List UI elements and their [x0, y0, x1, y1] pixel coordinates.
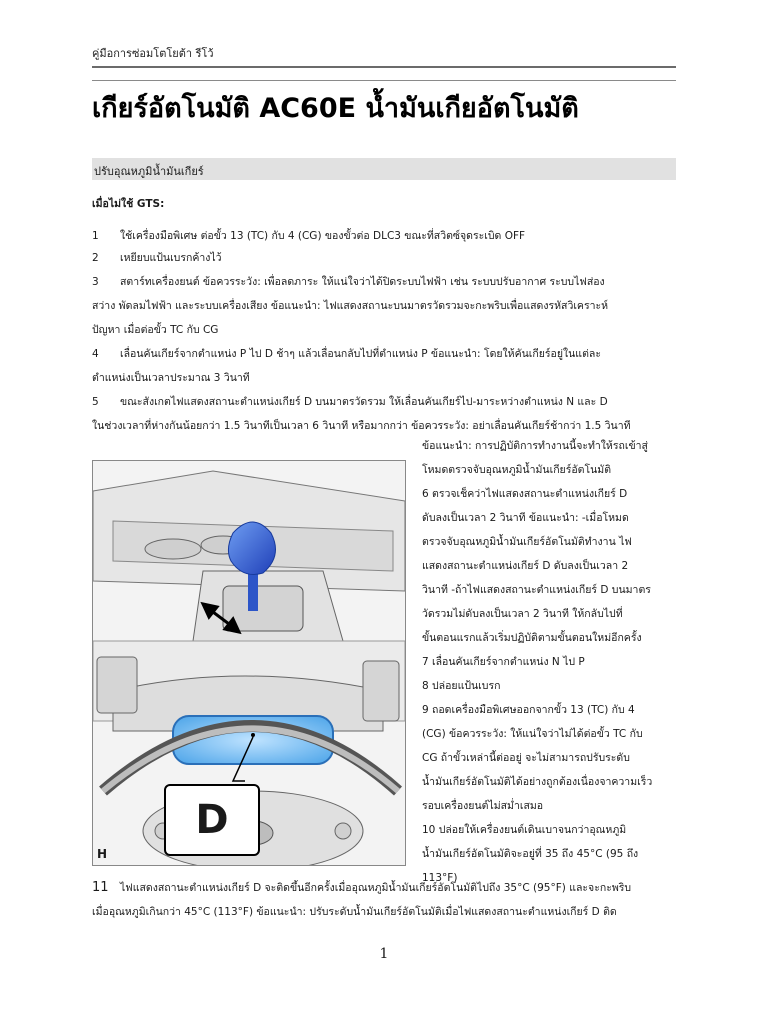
right-line: แสดงสถานะตำแหน่งเกียร์ D ดับลงเป็นเวลา 2	[422, 560, 629, 572]
figure-id-letter: H	[97, 847, 108, 861]
page-number: 1	[379, 946, 389, 962]
section-heading-bar	[92, 158, 676, 180]
right-line: 8 ปล่อยแป้นเบรก	[422, 680, 501, 692]
right-line: (CG) ข้อควรระวัง: ให้แน่ใจว่าไม่ได้ต่อขั้ว TC กับ	[422, 728, 643, 740]
step-3: 3 สตาร์ทเครื่องยนต์ ข้อควรระวัง: เพื่อลดภาระ ให้แน่ใจว่าได้ปิดระบบไฟฟ้า เช่น ระบบปรับอากาศ ระบบไฟส่อง	[92, 276, 605, 288]
step-11-line-2: เมื่ออุณหภูมิเกินกว่า 45°C (113°F) ข้อแนะนำ: ปรับระดับน้ำมันเกียร์อัตโนมัติเมื่อไฟแสดงสถานะตำแหน่งเกียร์ D ติด	[92, 906, 617, 918]
right-line: 7 เลื่อนคันเกียร์จากตำแหน่ง N ไป P	[422, 656, 585, 668]
right-line: วินาที -ถ้าไฟแสดงสถานะตำแหน่งเกียร์ D บนมาตร	[422, 584, 651, 596]
step-11: 11 ไฟแสดงสถานะตำแหน่งเกียร์ D จะติดขึ้นอีกครั้งเมื่ออุณหภูมิน้ำมันเกียร์อัตโนมัติไปถึง 35°C (95°F) และจะกะพริบ	[92, 880, 632, 895]
right-line: ข้อแนะนำ: การปฏิบัติการทำงานนี้จะทำให้รถเข้าสู่	[422, 440, 648, 452]
right-line: ขั้นตอนแรกแล้วเริ่มปฏิบัติตามขั้นตอนใหม่อีกครั้ง	[422, 632, 642, 644]
step-4-line-2: ตำแหน่งเป็นเวลาประมาณ 3 วินาที	[92, 372, 250, 384]
step-4: 4 เลื่อนคันเกียร์จากตำแหน่ง P ไป D ช้าๆ แล้วเลื่อนกลับไปที่ตำแหน่ง P ข้อแนะนำ: โดยให้คันเกียร์อยู่ในแต่ละ	[92, 348, 601, 360]
page-title: เกียร์อัตโนมัติ AC60E น้ำมันเกียอัตโนมัติ	[92, 93, 579, 124]
right-line: ตรวจจับอุณหภูมิน้ำมันเกียร์อัตโนมัติทำงาน ไฟ	[422, 536, 632, 548]
right-line: 9 ถอดเครื่องมือพิเศษออกจากขั้ว 13 (TC) กับ 4	[422, 704, 635, 716]
section-heading: ปรับอุณหภูมิน้ำมันเกียร์	[94, 165, 204, 178]
right-line: CG ถ้าขั้วเหล่านี้ต่ออยู่ จะไม่สามารถปรับระดับ	[422, 752, 630, 764]
gear-position-callout: D	[164, 784, 260, 856]
step-3-line-2: สว่าง พัดลมไฟฟ้า และระบบเครื่องเสียง ข้อแนะนำ: ไฟแสดงสถานะบนมาตรวัดรวมจะกะพริบเพื่อแสดงรหัสวิเคราะห์	[92, 300, 609, 312]
right-line: รอบเครื่องยนต์ไม่สม่ำเสมอ	[422, 800, 544, 812]
header-rule	[92, 66, 676, 68]
right-line: 6 ตรวจเช็คว่าไฟแสดงสถานะตำแหน่งเกียร์ D	[422, 488, 628, 500]
right-line: น้ำมันเกียร์อัตโนมัติจะอยู่ที่ 35 ถึง 45°C (95 ถึง	[422, 848, 639, 860]
step-3-line-3: ปัญหา เมื่อต่อขั้ว TC กับ CG	[92, 324, 219, 336]
right-column-text	[422, 434, 678, 890]
gear-lever-knob	[228, 522, 275, 575]
right-line: 10 ปล่อยให้เครื่องยนต์เดินเบาจนกว่าอุณหภูมิ	[422, 824, 627, 836]
step-2: 2 เหยียบแป้นเบรกค้างไว้	[92, 252, 222, 264]
intro-line: เมื่อไม่ใช้ GTS:	[92, 198, 165, 210]
right-line: วัดรวมไม่ดับลงเป็นเวลา 2 วินาที ให้กลับไปที่	[422, 608, 623, 620]
right-line: น้ำมันเกียร์อัตโนมัติได้อย่างถูกต้องเนื่องจาความเร็ว	[422, 776, 653, 788]
step-5-line-2: ในช่วงเวลาที่ห่างกันน้อยกว่า 1.5 วินาทีเป็นเวลา 6 วินาที หรือมากกว่า ข้อควรระวัง: อย่าเลื่อนคันเกียร์ช้ากว่า 1.5 วินาที	[92, 420, 631, 432]
right-line: โหมดตรวจจับอุณหภูมิน้ำมันเกียร์อัตโนมัติ	[422, 464, 612, 476]
running-header: คู่มือการซ่อมโตโยต้า รีโว้	[92, 47, 214, 60]
step-5: 5 ขณะสังเกตไฟแสดงสถานะตำแหน่งเกียร์ D บนมาตรวัดรวม ให้เลื่อนคันเกียร์ไป-มาระหว่างตำแหน่ง N และ D	[92, 396, 608, 408]
right-line: 113°F)	[422, 872, 458, 884]
step-1: 1 ใช้เครื่องมือพิเศษ ต่อขั้ว 13 (TC) กับ 4 (CG) ของขั้วต่อ DLC3 ขณะที่สวิตซ์จุดระเบิด OFF	[92, 230, 526, 242]
title-rule	[92, 80, 676, 81]
right-line: ดับลงเป็นเวลา 2 วินาที ข้อแนะนำ: -เมื่อโหมด	[422, 512, 629, 524]
